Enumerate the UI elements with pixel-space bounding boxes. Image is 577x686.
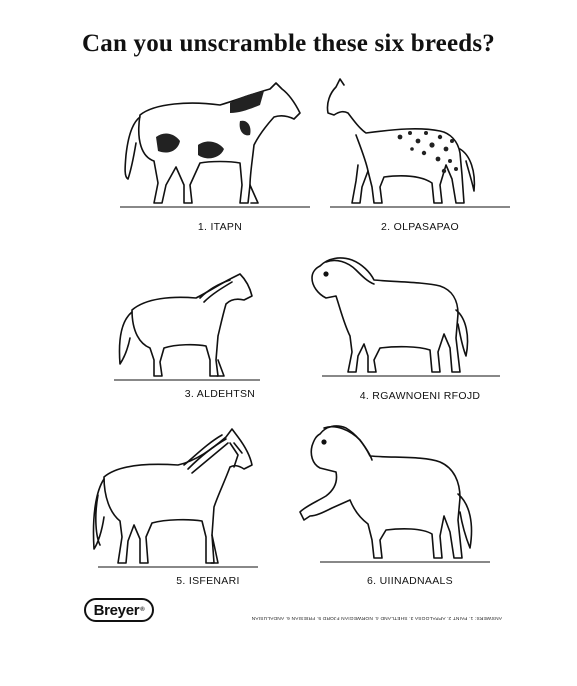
logo-text: Breyer [93,601,140,619]
puzzle-label: 2. OLPASAPAO [381,221,459,233]
puzzle-item-6 [290,420,530,610]
registered-mark: ® [140,607,145,613]
page-title: Can you unscramble these six breeds? [81,30,495,57]
puzzle-label: 1. ITAPN [197,221,243,233]
puzzle-label: 4. RGAWNOENI RFOJD [359,390,481,402]
puzzle-label: 6. UIINADNAALS [367,575,453,587]
puzzle-label: 3. ALDEHTSN [184,388,256,400]
fjord-horse-icon [300,252,540,402]
andalusian-horse-icon [290,420,530,570]
puzzle-item-4 [300,252,540,442]
appaloosa-horse-icon [300,75,540,225]
breyer-logo [84,598,154,622]
puzzle-label: 5. ISFENARI [176,575,240,587]
upside-down-answers: ANSWERS: 1. PAINT 2. APPALOOSA 3. SHETLAND 4. NORWEGIAN FJORD 5. FRIESIAN 6. ANDALUSIAN [251,615,502,620]
puzzle-item-2 [300,75,540,265]
